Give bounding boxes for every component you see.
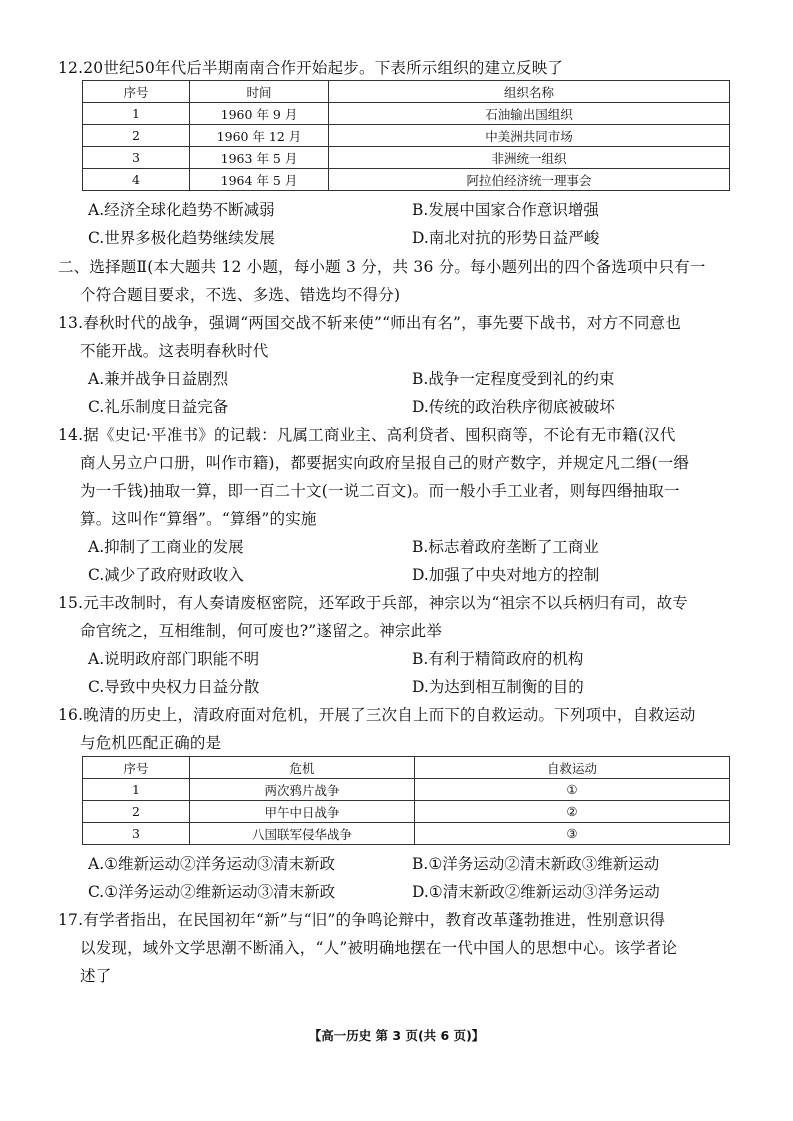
table-cell: 石油输出国组织: [329, 103, 730, 125]
q13-option-d: D.传统的政治秩序彻底被破坏: [412, 398, 615, 416]
q16-option-d: D.①清末新政②维新运动③洋务运动: [412, 883, 660, 901]
q12-option-a: A.经济全球化趋势不断减弱: [88, 201, 275, 219]
q13-option-a: A.兼并战争日益剧烈: [88, 370, 229, 388]
table-row: [83, 169, 730, 191]
q14-option-c: C.减少了政府财政收入: [88, 566, 244, 584]
table-cell: 八国联军侵华战争: [190, 823, 415, 845]
table-cell: 1960 年 12 月: [190, 125, 329, 147]
section-heading: 二、选择题Ⅱ(本大题共 12 小题，每小题 3 分，共 36 分。每小题列出的四个备选项中只有一: [58, 258, 706, 276]
q12-option-c: C.世界多极化趋势继续发展: [88, 229, 275, 247]
table-cell: 2: [83, 801, 190, 823]
table-cell: 2: [83, 125, 190, 147]
table-cell: ①: [415, 779, 730, 801]
q16-table: [82, 756, 730, 845]
q14-stem: 14.据《史记·平准书》的记载：凡属工商业主、高利贷者、囤积商等，不论有无市籍(汉代: [58, 426, 676, 444]
q16-option-c: C.①洋务运动②维新运动③清末新政: [88, 883, 336, 901]
table-header: 危机: [190, 757, 415, 779]
table-header-row: [83, 81, 730, 103]
table-cell: ③: [415, 823, 730, 845]
page-footer: 【高一历史 第 3 页(共 6 页)】: [308, 1028, 485, 1043]
q13-option-c: C.礼乐制度日益完备: [88, 398, 229, 416]
table-row: [83, 103, 730, 125]
table-cell: 甲午中日战争: [190, 801, 415, 823]
q13-stem-cont: 不能开战。这表明春秋时代: [80, 342, 269, 360]
q17-stem-cont: 以发现，域外文学思潮不断涌入，“人”被明确地摆在一代中国人的思想中心。该学者论: [80, 939, 678, 957]
table-header: 组织名称: [329, 81, 730, 103]
table-row: [83, 823, 730, 845]
q16-option-a: A.①维新运动②洋务运动③清末新政: [88, 855, 336, 873]
q16-stem-cont: 与危机匹配正确的是: [80, 734, 222, 752]
q12-option-d: D.南北对抗的形势日益严峻: [412, 229, 600, 247]
table-cell: 4: [83, 169, 190, 191]
section-heading-cont: 个符合题目要求，不选、多选、错选均不得分): [80, 286, 401, 304]
q15-option-b: B.有利于精简政府的机构: [412, 650, 584, 668]
q17-stem-cont: 述了: [80, 967, 112, 985]
q13-option-b: B.战争一定程度受到礼的约束: [412, 370, 615, 388]
table-cell: 1: [83, 779, 190, 801]
q13-stem: 13.春秋时代的战争，强调“两国交战不斩来使”“师出有名”，事先要下战书，对方不同意也: [58, 314, 681, 332]
table-cell: 阿拉伯经济统一理事会: [329, 169, 730, 191]
table-cell: 两次鸦片战争: [190, 779, 415, 801]
q15-stem: 15.元丰改制时，有人奏请废枢密院，还军政于兵部，神宗以为“祖宗不以兵柄归有司，故专: [58, 594, 688, 612]
table-row: [83, 801, 730, 823]
q15-stem-cont: 命官统之，互相维制，何可废也?”遂留之。神宗此举: [80, 622, 443, 640]
q12-table: [82, 80, 730, 191]
table-cell: 1963 年 5 月: [190, 147, 329, 169]
q14-option-b: B.标志着政府垄断了工商业: [412, 538, 599, 556]
table-cell: 3: [83, 147, 190, 169]
q16-option-b: B.①洋务运动②清末新政③维新运动: [412, 855, 660, 873]
q12-option-b: B.发展中国家合作意识增强: [412, 201, 599, 219]
q14-stem-cont: 商人另立户口册，叫作市籍)，都要据实向政府呈报自己的财产数字，并规定凡二缗(一缗: [80, 454, 690, 472]
table-row: [83, 125, 730, 147]
table-header-row: [83, 757, 730, 779]
q16-stem: 16.晚清的历史上，清政府面对危机，开展了三次自上而下的自救运动。下列项中，自救运动: [58, 706, 696, 724]
table-header: 序号: [83, 81, 190, 103]
q15-option-d: D.为达到相互制衡的目的: [412, 678, 584, 696]
table-row: [83, 147, 730, 169]
table-cell: 3: [83, 823, 190, 845]
q14-option-a: A.抑制了工商业的发展: [88, 538, 244, 556]
table-cell: 非洲统一组织: [329, 147, 730, 169]
q12-stem: 12.20世纪50年代后半期南南合作开始起步。下表所示组织的建立反映了: [58, 59, 564, 77]
table-header: 序号: [83, 757, 190, 779]
table-header: 自救运动: [415, 757, 730, 779]
table-cell: 中美洲共同市场: [329, 125, 730, 147]
q14-stem-cont: 为一千钱)抽取一算，即一百二十文(一说二百文)。而一般小手工业者，则每四缗抽取一: [80, 482, 680, 500]
q15-option-a: A.说明政府部门职能不明: [88, 650, 260, 668]
table-row: [83, 779, 730, 801]
table-cell: 1964 年 5 月: [190, 169, 329, 191]
table-header: 时间: [190, 81, 329, 103]
q14-option-d: D.加强了中央对地方的控制: [412, 566, 600, 584]
table-cell: 1: [83, 103, 190, 125]
table-cell: 1960 年 9 月: [190, 103, 329, 125]
q14-stem-cont: 算。这叫作“算缗”。“算缗”的实施: [80, 510, 317, 528]
q15-option-c: C.导致中央权力日益分散: [88, 678, 260, 696]
q17-stem: 17.有学者指出，在民国初年“新”与“旧”的争鸣论辩中，教育改革蓬勃推进，性别意识得: [58, 911, 666, 929]
table-cell: ②: [415, 801, 730, 823]
